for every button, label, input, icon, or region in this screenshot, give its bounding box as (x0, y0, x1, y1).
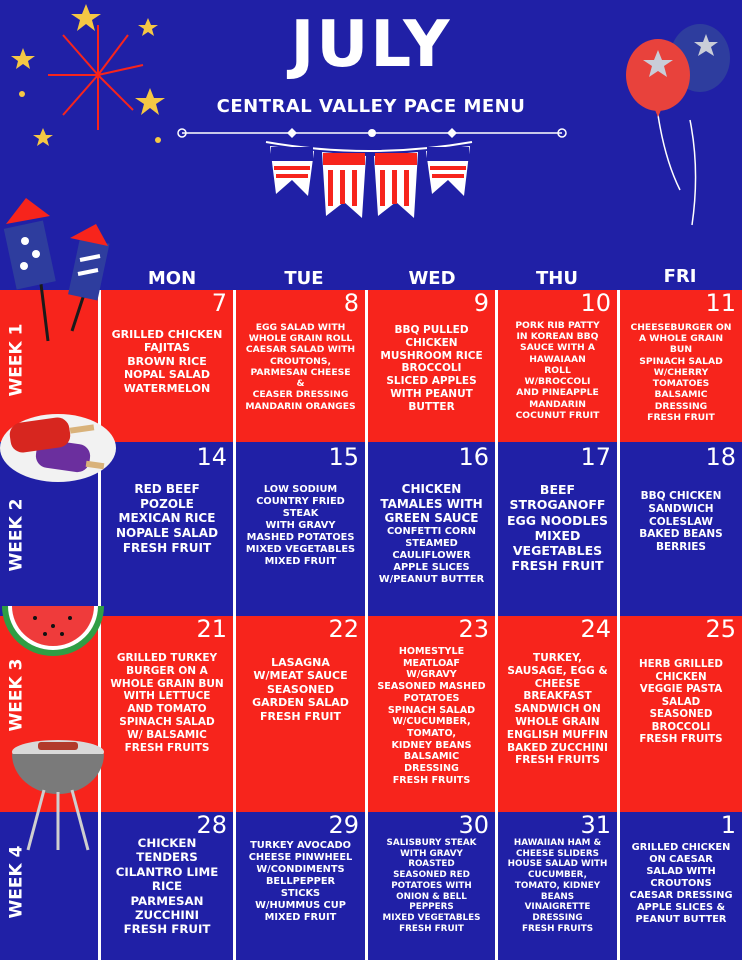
day-header-fri: FRI (663, 266, 697, 287)
menu-items: BEEF STROGANOFF EGG NOODLES MIXED VEGETABLES FRESH FRUIT (506, 482, 608, 574)
menu-cell (236, 290, 365, 442)
menu-items: CHICKEN TENDERS CILANTRO LIME RICE PARMESAN ZUCCHINI FRESH FRUIT (115, 836, 219, 937)
menu-items: TURKEY, SAUSAGE, EGG & CHEESE BREAKFAST SANDWICH ON WHOLE GRAIN ENGLISH MUFFIN BAKED ZUCCHINI FRESH FRUITS (506, 652, 609, 767)
menu-cell (620, 444, 742, 616)
week-label: WEEK 3 (6, 658, 26, 732)
menu-cell (236, 444, 365, 616)
menu-cell (236, 812, 365, 960)
menu-items: BBQ PULLED CHICKEN MUSHROOM RICE BROCCOLI SLICED APPLES WITH PEANUT BUTTER (380, 324, 483, 413)
balloons-icon (620, 20, 738, 230)
menu-cell (620, 290, 742, 442)
menu-items: GRILLED CHICKEN FAJITAS BROWN RICE NOPAL SALAD WATERMELON (111, 328, 223, 395)
page-title: JULY (290, 8, 452, 82)
date-number: 24 (580, 615, 611, 643)
menu-cell (101, 812, 233, 960)
menu-cell (498, 444, 617, 616)
menu-items: HERB GRILLED CHICKEN VEGGIE PASTA SALAD SEASONED BROCCOLI FRESH FRUITS (639, 658, 723, 746)
menu-items: GRILLED TURKEY BURGER ON A WHOLE GRAIN BUN WITH LETTUCE AND TOMATO SPINACH SALAD W/ BALSAMIC FRESH FRUITS (110, 652, 224, 754)
menu-cell (498, 616, 617, 812)
menu-cell (498, 290, 617, 442)
date-number: 18 (705, 443, 736, 471)
menu-cell (368, 444, 495, 616)
date-number: 10 (580, 289, 611, 317)
date-number: 15 (328, 443, 359, 471)
menu-cell (368, 812, 495, 960)
menu-items: RED BEEF POZOLE MEXICAN RICE NOPALE SALAD FRESH FRUIT (115, 482, 219, 555)
date-number: 9 (473, 289, 489, 317)
date-number: 11 (705, 289, 736, 317)
menu-cell (368, 290, 495, 442)
menu-cell (620, 616, 742, 812)
week-label: WEEK 1 (6, 323, 26, 397)
week-label: WEEK 4 (6, 845, 26, 919)
menu-cell (498, 812, 617, 960)
date-number: 1 (720, 811, 736, 839)
week-label: WEEK 2 (6, 498, 26, 572)
page-subtitle: CENTRAL VALLEY PACE MENU (216, 96, 526, 117)
date-number: 14 (196, 443, 227, 471)
date-number: 28 (196, 811, 227, 839)
bunting-flags-icon (262, 136, 476, 232)
menu-items: PORK RIB PATTY IN KOREAN BBQ SAUCE WITH A HAWAIAAN ROLL W/BROCCOLI AND PINEAPPLE MANDARIN COCUNUT FRUIT (515, 320, 600, 421)
menu-cell (101, 616, 233, 812)
date-number: 22 (328, 615, 359, 643)
menu-items: LASAGNA W/MEAT SAUCE SEASONED GARDEN SALAD FRESH FRUIT (252, 656, 349, 723)
day-header-wed: WED (408, 268, 456, 289)
date-number: 30 (458, 811, 489, 839)
menu-items: GRILLED CHICKEN ON CAESAR SALAD WITH CROUTONS CAESAR DRESSING APPLE SLICES & PEANUT BUTTER (629, 842, 733, 925)
menu-items: TURKEY AVOCADO CHEESE PINWHEEL W/CONDIMENTS BELLPEPPER STICKS W/HUMMUS CUP MIXED FRUIT (248, 840, 353, 923)
menu-cell (236, 616, 365, 812)
date-number: 25 (705, 615, 736, 643)
date-number: 29 (328, 811, 359, 839)
day-header-thu: THU (536, 268, 578, 289)
day-header-mon: MON (147, 268, 197, 289)
menu-items: CHEESEBURGER ON A WHOLE GRAIN BUN SPINACH SALAD W/CHERRY TOMATOES BALSAMIC DRESSING FRESH FRUIT (630, 322, 732, 423)
menu-items: SALISBURY STEAK WITH GRAVY ROASTED SEASONED RED POTATOES WITH ONION & BELL PEPPERS MIXED VEGETABLES FRESH FRUIT (382, 838, 481, 934)
menu-items: HOMESTYLE MEATLOAF W/GRAVY SEASONED MASHED POTATOES SPINACH SALAD W/CUCUMBER, TOMATO, KIDNEY BEANS BALSAMIC DRESSING FRESH FRUITS (377, 646, 486, 786)
date-number: 23 (458, 615, 489, 643)
menu-cell (368, 616, 495, 812)
day-header-tue: TUE (284, 268, 324, 289)
date-number: 16 (458, 443, 489, 471)
date-number: 31 (580, 811, 611, 839)
menu-cell (101, 444, 233, 616)
menu-items: HAWAIIAN HAM & CHEESE SLIDERS HOUSE SALAD WITH CUCUMBER, TOMATO, KIDNEY BEANS VINAIGRETTE DRESSING FRESH FRUITS (507, 838, 608, 934)
menu-items: EGG SALAD WITH WHOLE GRAIN ROLL CAESAR SALAD WITH CROUTONS, PARMESAN CHEESE & CEASER DRESSING MANDARIN ORANGES (245, 322, 356, 412)
menu-items: LOW SODIUM COUNTRY FRIED STEAK WITH GRAVY MASHED POTATOES MIXED VEGETABLES MIXED FRUIT (245, 484, 356, 567)
date-number: 8 (343, 289, 359, 317)
menu-items: BBQ CHICKEN SANDWICH COLESLAW BAKED BEANS BERRIES (639, 490, 723, 554)
menu-cell (620, 812, 742, 960)
date-number: 21 (196, 615, 227, 643)
menu-items: CHICKEN TAMALES WITH GREEN SAUCE CONFETTI CORN STEAMED CAULIFLOWER APPLE SLICES W/PEANUT BUTTER (378, 482, 485, 585)
menu-cell (101, 290, 233, 442)
date-number: 17 (580, 443, 611, 471)
date-number: 7 (211, 289, 227, 317)
fireworks-icon (8, 0, 178, 160)
